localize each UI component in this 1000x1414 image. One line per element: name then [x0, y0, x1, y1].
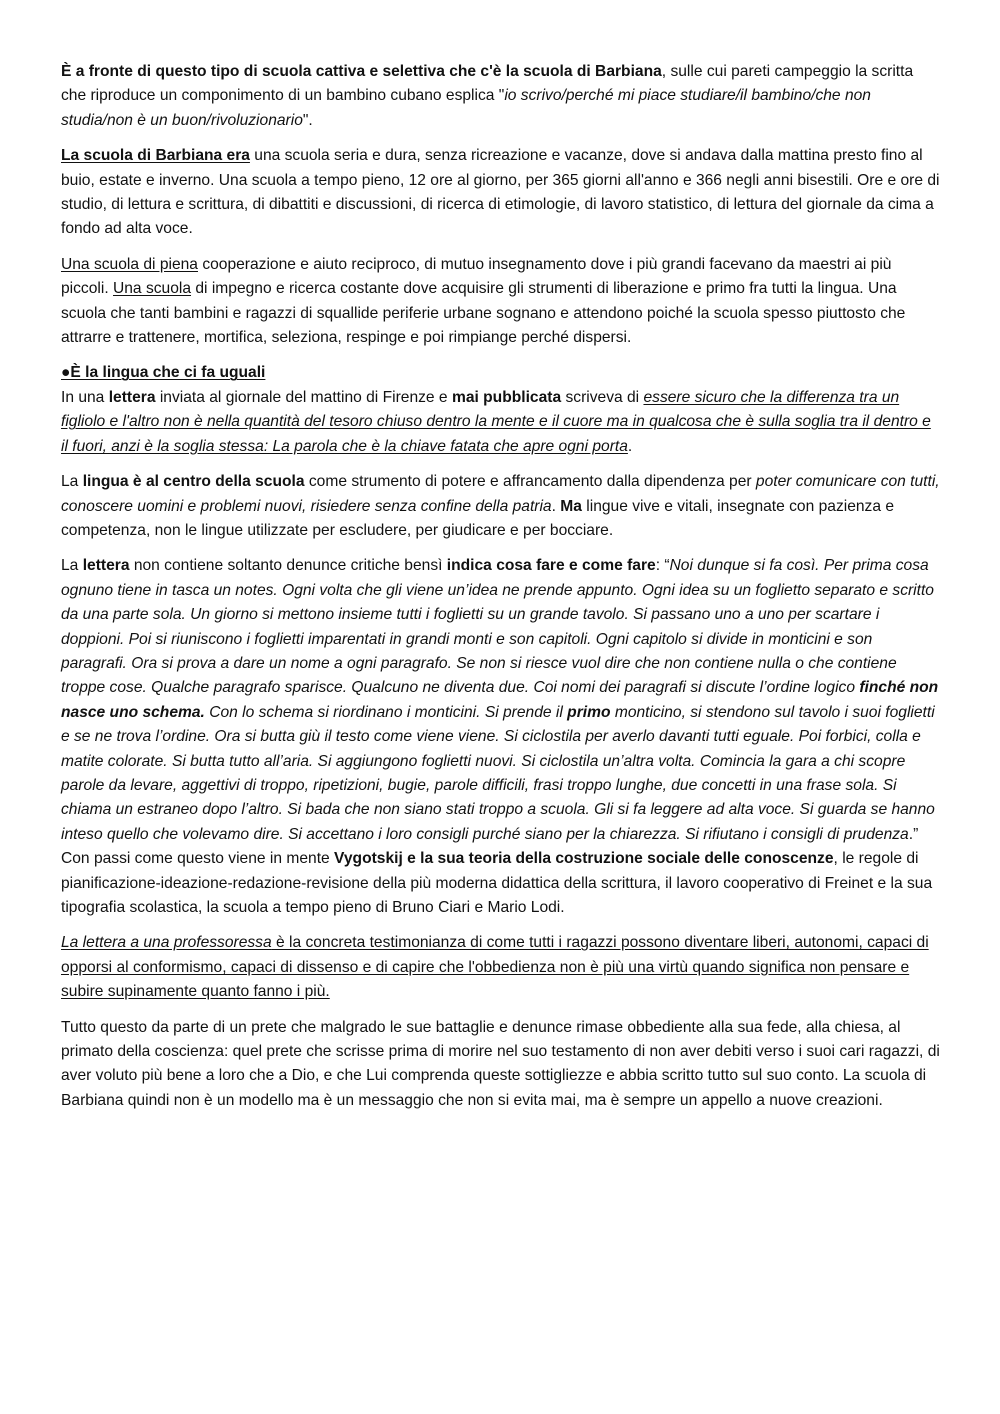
paragraph-conclusion [61, 1016, 941, 1114]
letter-bold-2: mai pubblicata [451, 388, 562, 406]
cooperation-underline-2: Una scuola [113, 280, 192, 298]
paragraph-intro [61, 60, 941, 133]
intro-close: ". [302, 111, 313, 129]
professoressa-text: è la concreta testimonianza di come tutti i ragazzi possono diventare liberi, autonomi, capaci di opporsi al conformismo, capaci di dissenso e di capire che l'obbedienza non è più una virtù quando significa non pensare e subire supinamente quanto fanno i più. [61, 934, 929, 1001]
method-quote-bold-1: finché non nasce uno schema. [61, 679, 939, 721]
cooperation-underline-1: Una scuola di piena [61, 255, 198, 273]
professoressa-title: La lettera a una professoressa [61, 934, 272, 952]
intro-bold: È a fronte di questo tipo di scuola cattiva e selettiva che c'è la scuola di Barbiana [61, 63, 662, 80]
section-heading-text: ●È la lingua che ci fa uguali [61, 364, 266, 382]
paragraph-barbiana [61, 144, 941, 242]
cooperation-text-1: cooperazione e aiuto reciproco, di mutuo insegnamento dove i più grandi facevano da maestri ai più piccoli. [61, 255, 892, 298]
letter-quote: essere sicuro che la differenza tra un figliolo e l'altro non è nella quantità del tesoro chiuso dentro la mente e il cuore ma in qualcosa che è sulla soglia tra il dentro e il fuori, anzi è la soglia stessa: La parola che è la chiave fatata che apre ogni porta [61, 388, 931, 455]
method-bold-2: indica cosa fare e come fare [446, 557, 656, 575]
paragraph-cooperation [61, 253, 941, 351]
method-text-5: , le regole di pianificazione-ideazione-redazione-revisione della più moderna didattica della scrittura, il lavoro cooperativo di Freinet e la sua tipografia scolastica, la scuola a tempo pieno di Bruno Ciari e Mario Lodi. [61, 850, 933, 916]
letter-text-2: inviata al giornale del mattino di Firenze e [155, 388, 452, 406]
method-bold-1: lettera [82, 557, 130, 575]
method-text-4: .” Con passi come questo viene in mente [61, 825, 919, 868]
language-bold-2: Ma [560, 497, 582, 515]
intro-quote: io scrivo/perché mi piace studiare/il bambino/che non studia/non è un buon/rivoluzionario [61, 87, 871, 129]
method-bold-3: Vygotskij e la sua teoria della costruzione sociale delle conoscenze [334, 850, 834, 868]
language-text-1: La [61, 473, 83, 491]
cooperation-text-2: di impegno e ricerca costante dove acquisire gli strumenti di liberazione e primo fra tutti la lingua. Una scuola che tanti bambini e ragazzi di squallide periferie urbane sognano e attendono poiché la scuola spesso piuttosto che attrarre e trattenere, mortifica, seleziona, respinge e poi rimpiange perché dispersi. [61, 280, 906, 347]
language-text-2: come strumento di potere e affrancamento dalla dipendenza per [304, 473, 756, 491]
language-bold-1: lingua è al centro della scuola [82, 473, 305, 491]
method-quote-3: monticino, si stendono sul tavolo i suoi foglietti e se ne trova l’ordine. Ora si butta giù il testo come viene viene. Si ciclostila per averlo davanti tutti eguale. Poi forbici, colla e matite colorate. Si butta tutto all’aria. Si aggiungono foglietti nuovi. Si ciclostila un’altra volta. Comincia la gara a chi scopre parole da levare, aggettivi di troppo, ripetizioni, bugie, parole difficili, frasi troppo lunghe, due concetti in una frase sola. Si chiama un estraneo dopo l’altro. Si bada che non siano stati troppo a scuola. Gli si fa leggere ad alta voce. Si guarda se hanno inteso quello che volevamo dire. Si accettano i loro consigli purché siano per la chiarezza. Si rifiutano i consigli di prudenza [61, 703, 935, 843]
conclusion-text: Tutto questo da parte di un prete che malgrado le sue battaglie e denunce rimase obbediente alla sua fede, alla chiesa, al primato della coscienza: quel prete che scrisse prima di morire nel suo testamento di non aver debiti verso i suoi cari ragazzi, di aver voluto più bene a loro che a Dio, e che Lui comprenda queste sottigliezze e abbia scritto tutto sul suo conto. La scuola di Barbiana quindi non è un modello ma è un messaggio che non si evita mai, ma è sempre un appello a nuove creazioni. [61, 1018, 940, 1109]
paragraph-letter [61, 386, 941, 459]
method-text-1: La [61, 557, 83, 575]
barbiana-text: una scuola seria e dura, senza ricreazione e vacanze, dove si andava dalla mattina presto fino al buio, estate e inverno. Una scuola a tempo pieno, 12 ore al giorno, per 365 giorni all'anno e 366 negli anni bisestili. Ore e ore di studio, di lettura e scrittura, di dibattiti e discussioni, di ricerca di etimologie, di lavoro statistico, di lettura del giornale da cima a fondo ad alta voce. [61, 147, 940, 238]
document-page [61, 60, 941, 1124]
language-text-3: . [551, 497, 561, 515]
language-text-4: lingue vive e vitali, insegnate con pazienza e competenza, non le lingue utilizzate per escludere, per giudicare e per bocciare. [61, 497, 895, 539]
paragraph-professoressa [61, 931, 941, 1004]
paragraph-method [61, 554, 941, 920]
method-quote-bold-2: primo [567, 703, 611, 721]
method-quote-2: Con lo schema si riordinano i monticini. Si prende il [204, 703, 568, 721]
letter-text-3: scriveva di [561, 388, 644, 406]
section-heading [61, 361, 941, 385]
barbiana-lead: La scuola di Barbiana era [61, 147, 250, 165]
letter-bold-1: lettera [108, 388, 156, 406]
intro-text: , sulle cui pareti campeggio la scritta che riproduce un componimento di un bambino cubano esplica " [61, 63, 914, 105]
letter-text-1: In una [61, 388, 109, 406]
language-italic: poter comunicare con tutti, conoscere uomini e problemi nuovi, risiedere senza confine della patria [61, 473, 940, 515]
method-text-2: non contiene soltanto denunce critiche bensì [129, 557, 447, 575]
method-quote-1: Noi dunque si fa così. Per prima cosa ognuno tiene in tasca un notes. Ogni volta che gli viene un’idea ne prende appunto. Ogni idea su un foglietto separato e scritto da una parte sola. Un giorno si mettono insieme tutti i foglietti su un grande tavolo. Si passano uno a uno per scartare i doppioni. Poi si riuniscono i foglietti imparentati in grandi monti e son capitoli. Ogni capitolo si divide in monticini e son paragrafi. Ora si prova a dare un nome a ogni paragrafo. Se non si riesce vuol dire che non contiene nulla o che contiene troppe cose. Qualche paragrafo sparisce. Qualcuno ne diventa due. Coi nomi dei paragrafi si discute l’ordine logico [61, 557, 934, 697]
letter-text-4: . [627, 437, 633, 455]
method-text-3: : “ [655, 557, 670, 575]
paragraph-language [61, 470, 941, 543]
